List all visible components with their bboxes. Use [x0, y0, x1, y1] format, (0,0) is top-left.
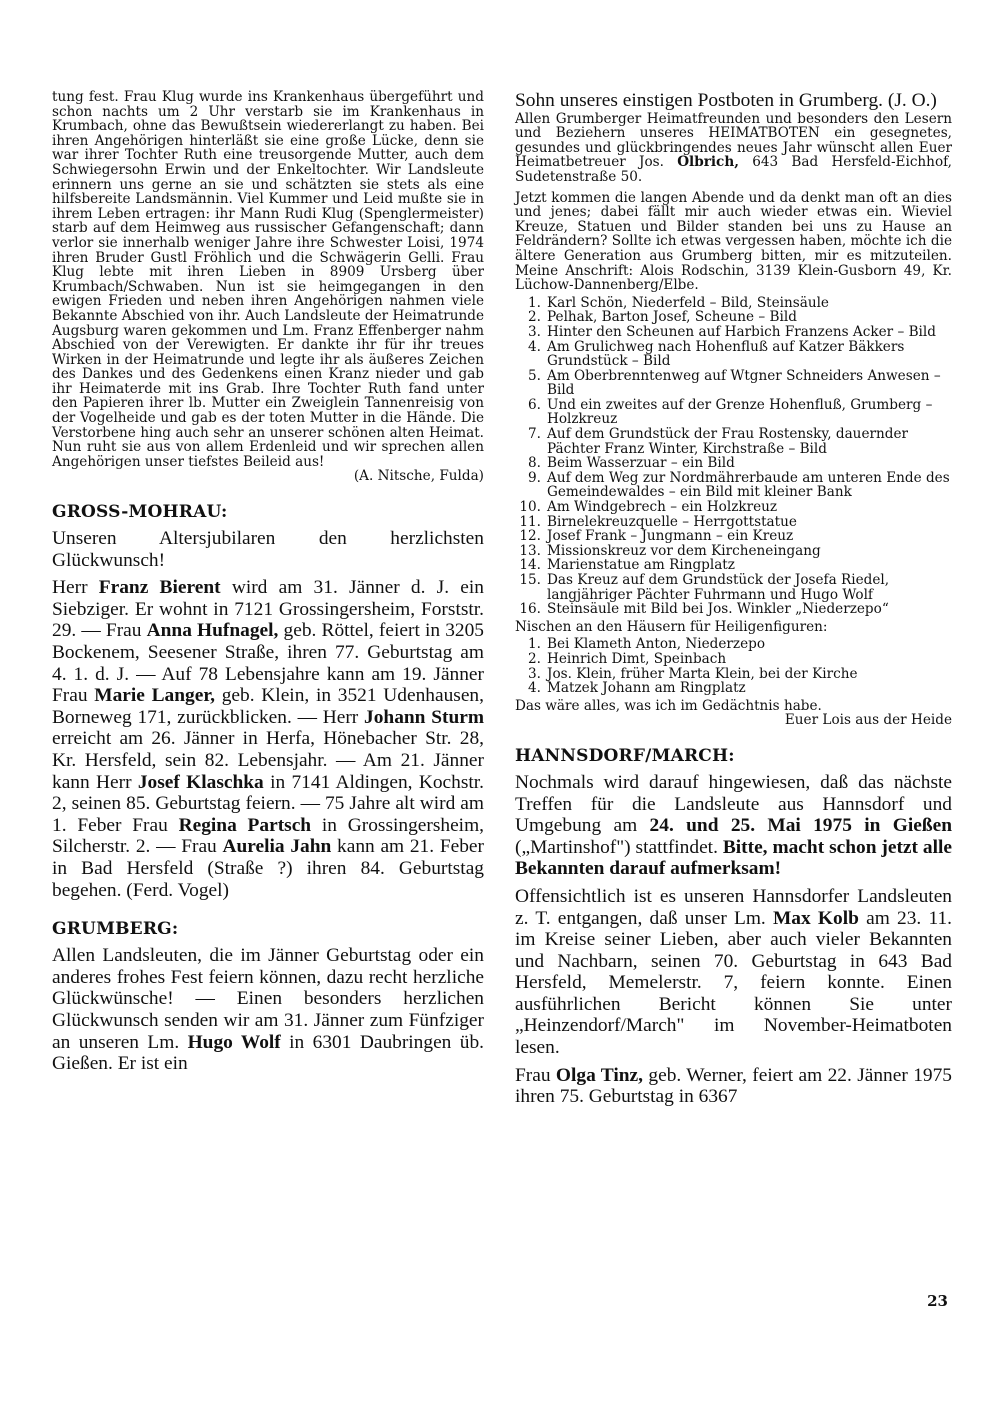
list-item-number: 3.	[528, 323, 541, 340]
obituary-signature: (A. Nitsche, Fulda)	[353, 468, 484, 485]
list-item-number: 14.	[519, 557, 541, 574]
hannsdorf-max-kolb: Offensichtlich ist es unseren Hannsdorfer Landsleuten z. T. entgangen, daß unser Lm. Max Kolb am 23. 11. im Kreise seiner Lieben, aber auch vieler Bekannten und Nachbarn, seinen 70. Geburtstag in 643 Bad Hersfeld, Memelerstr. 7, feiern konnte. Einen ausführlichen Bericht können Sie unter „Heinzendorf/March" im November-Heimatboten lesen.	[515, 885, 952, 1059]
crosses-intro: Jetzt kommen die langen Abende und da denkt man oft an dies und jenes; dabei fällt mir auch wieder etwas ein. Wieviel Kreuze, Statuen und Bilder standen bei uns zu Hause an Feldrändern? Sollte ich etwas vergessen haben, möchte ich die ältere Generation aus Grumberg bitten, mir es mitzuteilen. Meine Anschrift: Alois Rodschin, 3139 Klein-Gusborn 49, Kr. Lüchow-Dannenberg/Elbe.	[515, 189, 952, 294]
cross-list-item	[515, 544, 952, 559]
section-heading-grumberg: GRUMBERG:	[52, 919, 179, 940]
list-item-text: Und ein zweites auf der Grenze Hohenfluß, Grumberg – Holzkreuz	[547, 396, 933, 428]
grumberg-birthdays: Allen Landsleuten, die im Jänner Geburtstag oder ein anderes frohes Fest feiern können, dazu recht herzliche Glückwünsche! — Einen besonders herzlichen Glückwunsch senden wir am 31. Jänner zum Fünfziger an unseren Lm. Hugo Wolf in 6301 Daubringen üb. Gießen. Er ist ein	[52, 945, 485, 1075]
hannsdorf-olga-tinz: Frau Olga Tinz, geb. Werner, feiert am 22. Jänner 1975 ihren 75. Geburtstag in 6367	[515, 1064, 952, 1108]
list-item-number: 4.	[528, 680, 541, 697]
cross-list-item	[515, 325, 952, 340]
list-item-number: 2.	[528, 309, 541, 326]
gross-mohrau-birthdays: Herr Franz Bierent wird am 31. Jänner d. J. ein Siebziger. Er wohnt in 7121 Grossingersheim, Forststr. 29. — Frau Anna Hufnagel, geb. Röttel, feiert in 3205 Bockenem, Seesener Straße, ihren 77. Geburtstag am 4. 1. d. J. — Auf 78 Lebensjahre kann am 19. Jänner Frau Marie Langer, geb. Klein, in 3521 Udenhausen, Borneweg 171, zurückblicken. — Herr Johann Sturm erreicht am 26. Jänner in Herfa, Hönebacher Str. 28, Kr. Hersfeld, sein 82. Lebensjahr. — Am 21. Jänner kann Herr Josef Klaschka in 7141 Aldingen, Kochstr. 2, seinen 85. Geburtstag feiern. — 75 Jahre alt wird am 1. Feber Frau Regina Partsch in Grossingersheim, Silcherstr. 2. — Frau Aurelia Jahn kann am 21. Feber in Bad Hersfeld (Straße ?) ihren 84. Geburtstag begehen. (Ferd. Vogel)	[52, 577, 485, 901]
niche-list-item	[515, 637, 952, 652]
list-item-number: 1.	[528, 294, 541, 311]
list-item-text: Am Windgebrech – ein Holzkreuz	[547, 499, 778, 516]
list-item-number: 13.	[519, 542, 541, 559]
section-heading-gross-mohrau: GROSS-MOHRAU:	[52, 502, 228, 523]
niche-list-item	[515, 652, 952, 667]
obituary-text: tung fest. Frau Klug wurde ins Krankenhaus übergeführt und schon nachts um 2 Uhr verstarb sie im Krankenhaus in Krumbach, ohne das Bewußtsein wiedererlangt zu haben. Bei ihren Angehörigen hinterläßt sie eine große Lücke, denn sie war ihrer Tochter Ruth eine treusorgende Mutter, auch dem Schwiegersohn Erwin und der Enkeltochter. Wir Landsleute erinnern uns gerne an sie und schätzten sie stets als eine hilfsbereite Landsmännin. Viel Kummer und Leid mußte sie in ihrem Leben ertragen: ihr Mann Rudi Klug (Spenglermeister) starb auf dem Heimweg aus russischer Gefangenschaft; dann verlor sie innerhalb weniger Jahre ihre Schwester Loisi, 1974 ihren Bruder Gustl Fröhlich und die Schwägerin Gelli. Frau Klug lebte mit ihren Lieben in 8909 Ursberg über Krumbach/Schwaben. Nun ist sie heimgegangen in den ewigen Frieden und neben ihren Angehörigen nahmen viele Bekannte Abschied von ihr. Auch Landsleute der Heimatrunde Augsburg waren gekommen und Lm. Franz Effenberger nahm Abschied von der Verewigten. Er dankte ihr für ihr treues Wirken in der Heimatrunde und legte ihr als äußeres Zeichen des Dankes und des Gedenkens einen Kranz nieder und gab ihr Heimaterde mit ins Grab. Ihre Tochter Ruth fand unter den Papieren ihrer lb. Mutter ein Zweiglein Tannenreisig von der Vogelheide und gab es der toten Mutter in die Hände. Die Verstorbene hing auch sehr an unserer schönen alten Heimat. Nun ruht sie aus von allem Erdenleid und wir sprechen allen Angehörigen unser tiefstes Beileid aus!	[52, 89, 484, 470]
cross-list-item	[515, 456, 952, 471]
list-item-text: Bei Klameth Anton, Niederzepo	[547, 636, 766, 653]
list-item-text: Birnelekreuzquelle – Herrgottstatue	[547, 513, 797, 530]
list-item-number: 3.	[528, 665, 541, 682]
cross-list-item	[515, 515, 952, 530]
list-item-number: 4.	[528, 338, 541, 355]
list-item-text: Am Oberbrenntenweg auf Wtgner Schneiders Anwesen – Bild	[547, 367, 941, 399]
section-heading-hannsdorf: HANNSDORF/MARCH:	[515, 745, 735, 766]
list-item-text: Marienstatue am Ringplatz	[547, 557, 735, 574]
list-item-text: Das Kreuz auf dem Grundstück der Josefa Riedel, langjähriger Pächter Fuhrmann und Hugo Wolf	[547, 572, 890, 603]
list-item-text: Matzek Johann am Ringplatz	[547, 680, 746, 697]
left-column	[52, 90, 484, 1075]
cross-list-item	[515, 427, 952, 456]
niche-list-item	[515, 667, 952, 682]
list-item-text: Auf dem Weg zur Nordmährerbaude am unteren Ende des Gemeindewaldes – ein Bild mit kleiner Bank	[547, 469, 950, 501]
niches-intro: Nischen an den Häusern für Heiligenfiguren:	[515, 618, 828, 635]
list-item-text: Hinter den Scheunen auf Harbich Franzens Acker – Bild	[547, 323, 936, 340]
cross-list-item	[515, 296, 952, 311]
gross-mohrau-intro: Unseren Altersjubilaren den herzlichsten Glückwunsch!	[52, 528, 484, 571]
grumberg-continuation: Sohn unseres einstigen Postboten in Grumberg. (J. O.)	[515, 90, 937, 111]
cross-list-item	[515, 602, 952, 617]
list-item-number: 6.	[528, 396, 541, 413]
cross-list-item	[515, 558, 952, 573]
list-item-number: 15.	[519, 572, 541, 588]
list-item-number: 1.	[528, 636, 541, 653]
niches-list	[515, 637, 952, 695]
list-item-number: 5.	[528, 367, 541, 384]
cross-list-item	[515, 369, 952, 398]
list-item-number: 2.	[528, 650, 541, 667]
cross-list-item	[515, 500, 952, 515]
niche-list-item	[515, 681, 952, 696]
hannsdorf-meeting-notice: Nochmals wird darauf hingewiesen, daß das nächste Treffen für die Landsleute aus Hannsdorf und Umgebung am 24. und 25. Mai 1975 in Gießen („Martinshof") stattfindet. Bitte, macht schon jetzt alle Bekannten darauf aufmerksam!	[515, 771, 952, 880]
crosses-list	[515, 296, 952, 617]
cross-list-item	[515, 529, 952, 544]
closing-signature: Euer Lois aus der Heide	[784, 712, 952, 729]
list-item-text: Am Grulichweg nach Hohenfluß auf Katzer Bäkkers Grundstück – Bild	[547, 338, 905, 370]
list-item-text: Josef Frank – Jungmann – ein Kreuz	[547, 528, 794, 545]
list-item-number: 11.	[519, 513, 541, 530]
closing-line: Das wäre alles, was ich im Gedächtnis habe.	[515, 697, 822, 714]
new-year-greeting: Allen Grumberger Heimatfreunden und besonders den Lesern und Beziehern unseres HEIMATBOTEN ein gesegnetes, gesundes und glückbringendes neues Jahr wünscht allen Euer Heimatbetreuer Jos. Olbrich, 643 Bad Hersfeld-Eichhof, Sudetenstraße 50.	[515, 110, 952, 185]
right-column	[515, 90, 952, 1108]
list-item-text: Pelhak, Barton Josef, Scheune – Bild	[547, 309, 797, 326]
list-item-number: 12.	[519, 528, 541, 545]
list-item-number: 16.	[519, 601, 541, 618]
list-item-text: Heinrich Dimt, Speinbach	[547, 650, 727, 667]
page-number: 23	[927, 1292, 948, 1310]
cross-list-item	[515, 471, 952, 500]
list-item-text: Beim Wasserzuar – ein Bild	[547, 455, 735, 472]
cross-list-item	[515, 310, 952, 325]
list-item-number: 8.	[528, 455, 541, 472]
list-item-text: Auf dem Grundstück der Frau Rostensky, dauernder Pächter Franz Winter, Kirchstraße – Bild	[547, 426, 908, 457]
cross-list-item	[515, 573, 952, 602]
list-item-number: 9.	[528, 469, 541, 486]
cross-list-item	[515, 398, 952, 427]
list-item-text: Jos. Klein, früher Marta Klein, bei der Kirche	[547, 665, 858, 682]
list-item-text: Steinsäule mit Bild bei Jos. Winkler „Niederzepo“	[547, 601, 889, 618]
cross-list-item	[515, 340, 952, 369]
list-item-number: 10.	[519, 499, 541, 516]
list-item-number: 7.	[528, 426, 541, 443]
list-item-text: Karl Schön, Niederfeld – Bild, Steinsäule	[547, 294, 829, 311]
list-item-text: Missionskreuz vor dem Kircheneingang	[547, 542, 821, 559]
